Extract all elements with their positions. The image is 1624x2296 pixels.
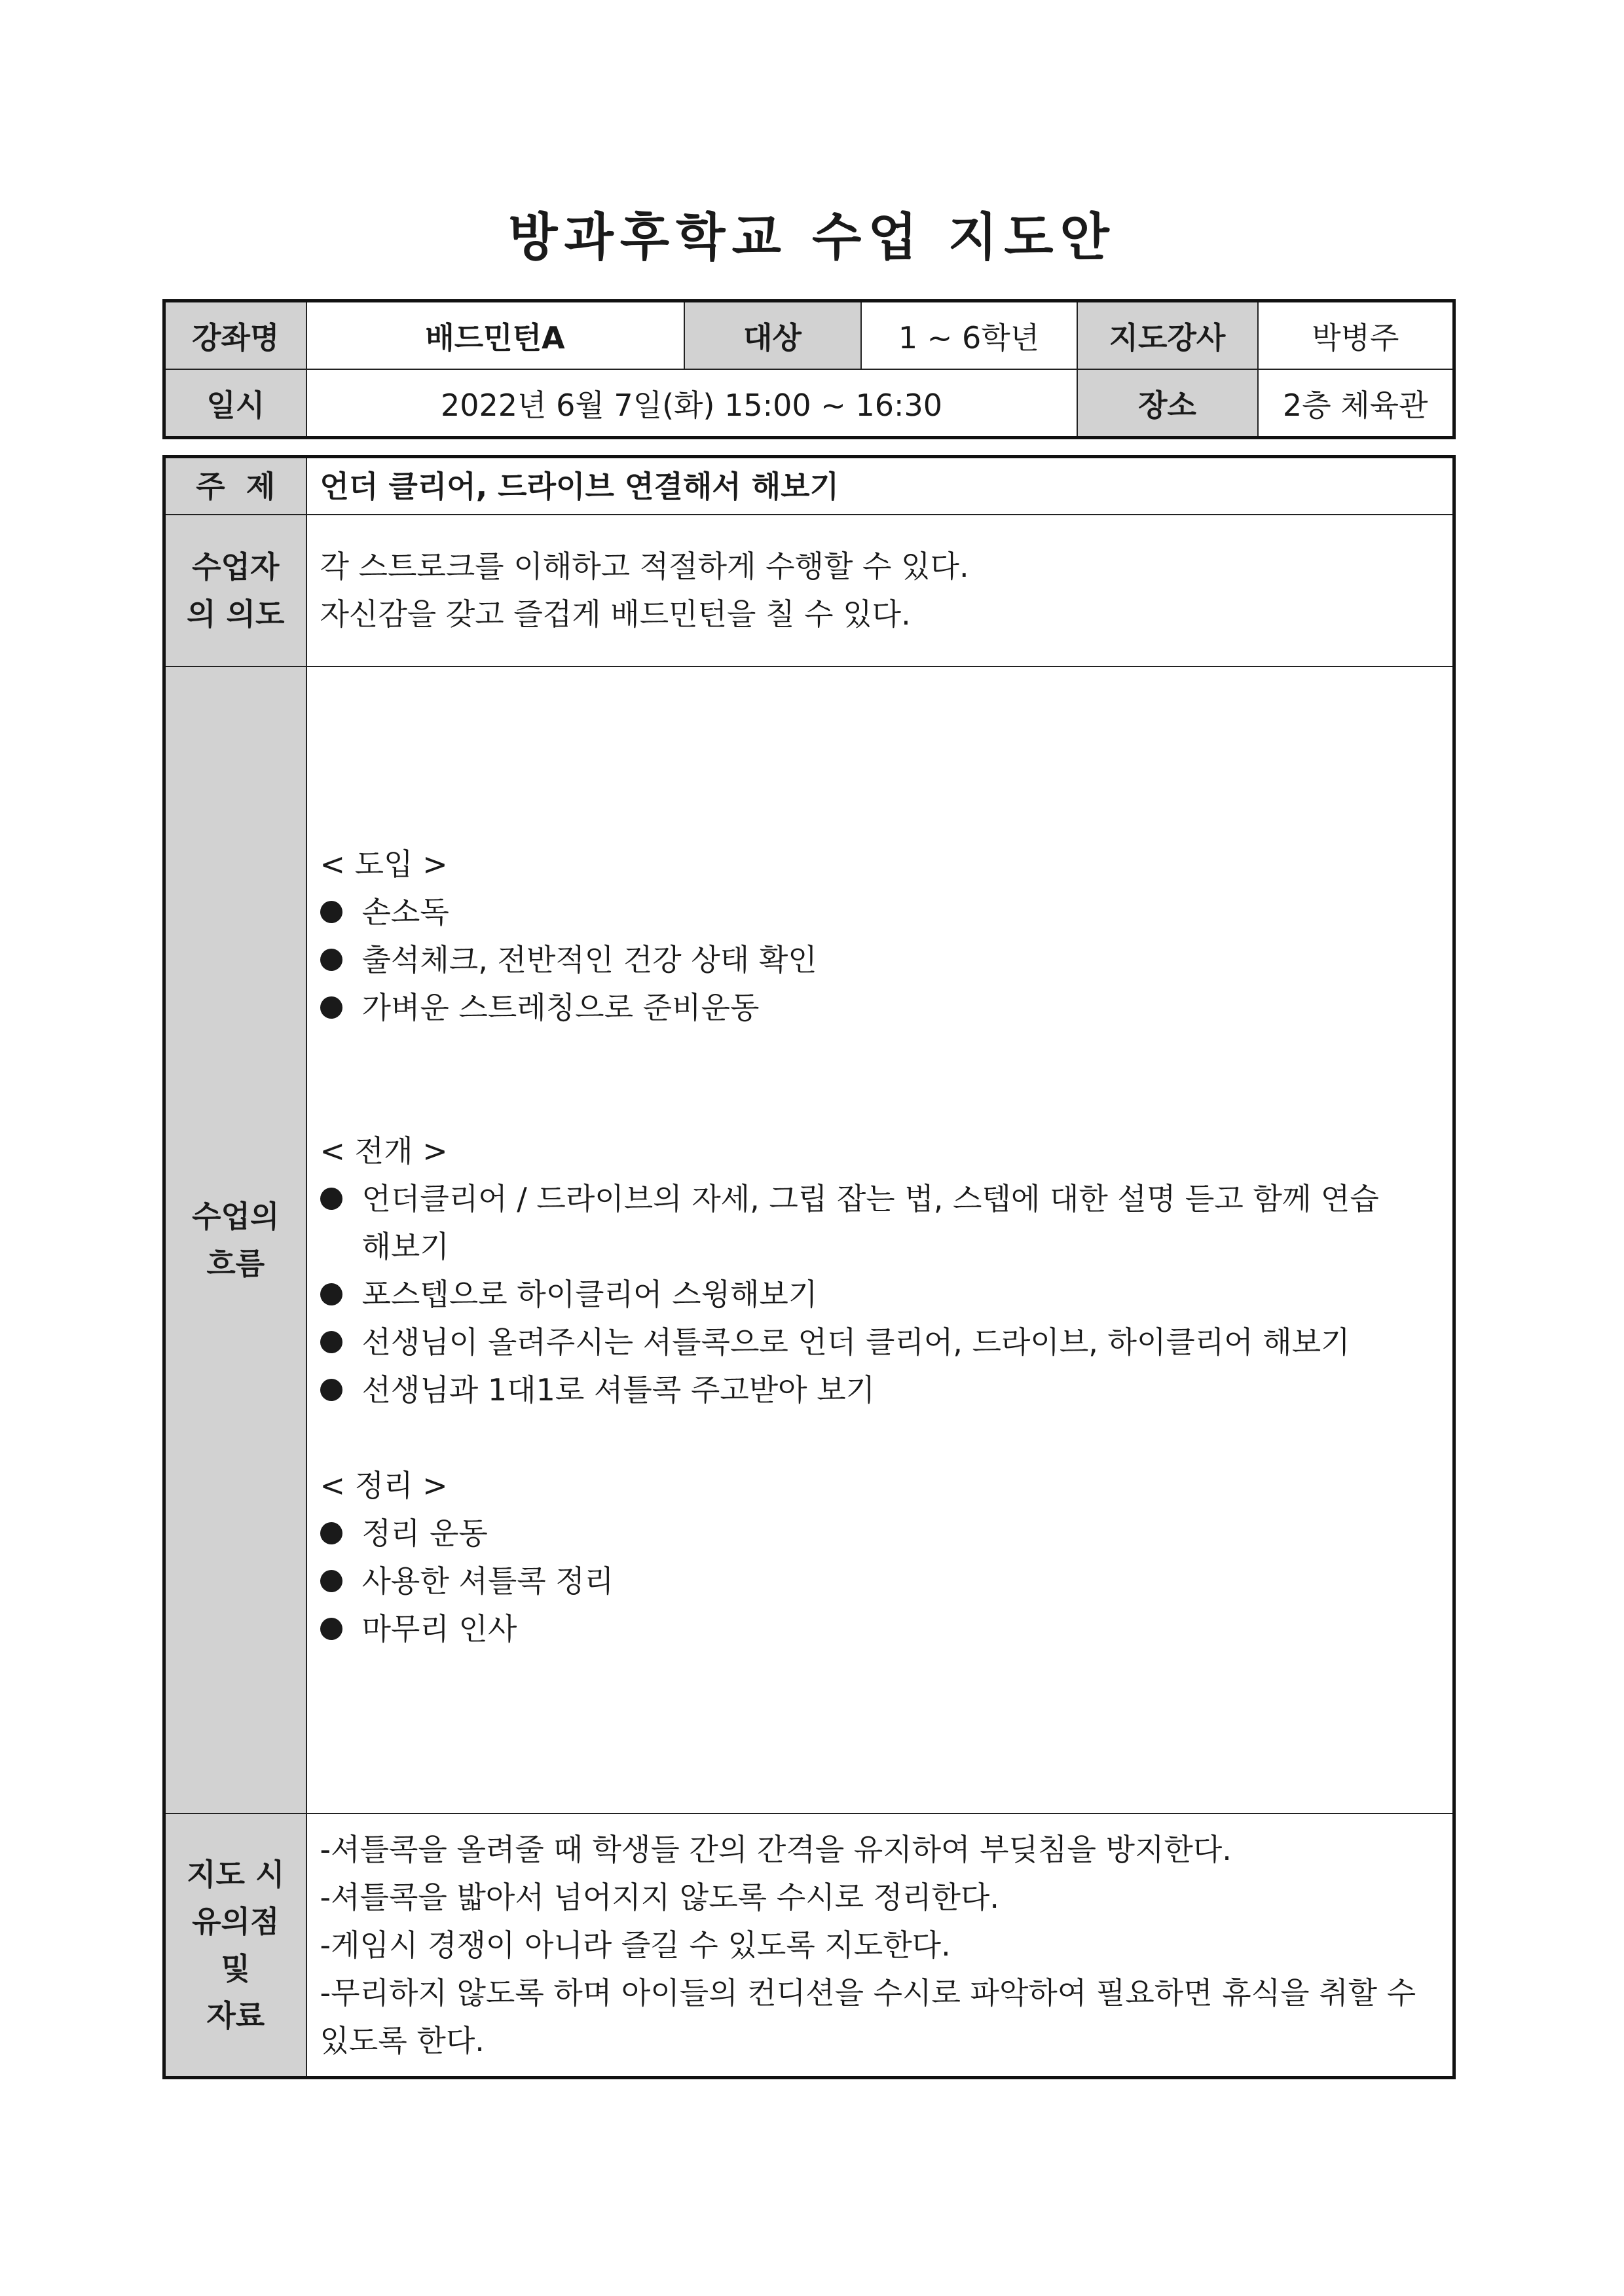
flow-label-line-1: 수업의	[192, 1199, 280, 1234]
bullet-icon	[320, 1570, 342, 1592]
course-value: 배드민턴A	[306, 301, 684, 370]
list-item-text: 출석체크, 전반적인 건강 상태 확인	[361, 942, 817, 977]
note-line: -셔틀콕을 올려줄 때 학생들 간의 간격을 유지하여 부딪침을 방지한다.	[320, 1831, 1232, 1867]
development-heading: < 전개 >	[320, 1133, 448, 1169]
list-item	[320, 984, 1440, 1032]
info-row-1	[164, 301, 1454, 370]
bullet-icon	[320, 1522, 342, 1544]
intent-label-line-1: 수업자	[192, 549, 280, 585]
notes-label-line-3: 및	[221, 1951, 250, 1986]
list-item	[320, 1366, 1440, 1414]
instructor-value: 박병주	[1258, 301, 1454, 370]
list-item	[320, 936, 1440, 984]
note-line: -게임시 경쟁이 아니라 즐길 수 있도록 지도한다.	[320, 1927, 951, 1963]
intent-line: 각 스트로크를 이해하고 적절하게 수행할 수 있다.	[320, 549, 969, 584]
course-label: 강좌명	[164, 301, 306, 370]
bullet-icon	[320, 901, 342, 923]
flow-label-line-2: 흐름	[206, 1246, 265, 1281]
flow-content	[306, 666, 1454, 1813]
target-value: 1 ~ 6학년	[861, 301, 1077, 370]
list-item	[320, 1175, 1440, 1271]
topic-label	[164, 457, 306, 515]
bullet-icon	[320, 1618, 342, 1640]
bullet-icon	[320, 1188, 342, 1210]
list-item-text: 정리 운동	[361, 1516, 488, 1551]
bullet-icon	[320, 996, 342, 1019]
list-item	[320, 1319, 1440, 1366]
intent-label-line-2: 의 의도	[187, 596, 285, 632]
list-item-text: 포스텝으로 하이클리어 스윙해보기	[361, 1277, 818, 1312]
lesson-plan-table	[162, 455, 1456, 2079]
datetime-label: 일시	[164, 369, 306, 438]
place-value: 2층 체육관	[1258, 369, 1454, 438]
bullet-icon	[320, 1283, 342, 1305]
note-line: -셔틀콕을 밟아서 넘어지지 않도록 수시로 정리한다.	[320, 1879, 999, 1915]
page-title: 방과후학교 수업 지도안	[508, 208, 1116, 267]
list-item-text: 사용한 셔틀콕 정리	[361, 1563, 614, 1599]
info-row-2	[164, 369, 1454, 438]
bullet-icon	[320, 1331, 342, 1353]
notes-label-line-2: 유의점	[192, 1904, 280, 1939]
info-table	[162, 299, 1456, 439]
notes-row	[164, 1813, 1454, 2078]
list-item	[320, 888, 1440, 936]
target-label: 대상	[684, 301, 861, 370]
wrapup-heading: < 정리 >	[320, 1468, 448, 1503]
instructor-label: 지도강사	[1077, 301, 1258, 370]
list-item	[320, 1558, 1440, 1605]
list-item	[320, 1605, 1440, 1653]
list-item-text: 선생님과 1대1로 셔틀콕 주고받아 보기	[361, 1372, 876, 1408]
flow-label	[164, 666, 306, 1813]
list-item	[320, 1271, 1440, 1319]
topic-row	[164, 457, 1454, 515]
notes-label	[164, 1813, 306, 2078]
bullet-icon	[320, 1379, 342, 1401]
notes-label-line-4: 자료	[206, 1998, 265, 2033]
bullet-icon	[320, 949, 342, 971]
list-item-text: 언더클리어 / 드라이브의 자세, 그립 잡는 법, 스텝에 대한 설명 듣고 함께 연습 해보기	[361, 1181, 1379, 1264]
notes-content	[306, 1813, 1454, 2078]
list-item	[320, 1510, 1440, 1558]
intent-line: 자신감을 갖고 즐겁게 배드민턴을 칠 수 있다.	[320, 596, 911, 632]
topic-label-text: 주 제	[196, 468, 276, 504]
notes-label-line-1: 지도 시	[187, 1857, 285, 1892]
intent-label	[164, 515, 306, 666]
place-label: 장소	[1077, 369, 1258, 438]
intent-row	[164, 515, 1454, 666]
list-item-text: 선생님이 올려주시는 셔틀콕으로 언더 클리어, 드라이브, 하이클리어 해보기	[361, 1324, 1350, 1360]
note-line: -무리하지 않도록 하며 아이들의 컨디션을 수시로 파악하여 필요하면 휴식을 취할 수 있도록 한다.	[320, 1975, 1416, 2058]
list-item-text: 마무리 인사	[361, 1611, 517, 1647]
intent-content	[306, 515, 1454, 666]
list-item-text: 손소독	[361, 894, 449, 930]
flow-row	[164, 666, 1454, 1813]
list-item-text: 가벼운 스트레칭으로 준비운동	[361, 990, 760, 1025]
intro-heading: < 도입 >	[320, 847, 448, 882]
datetime-value: 2022년 6월 7일(화) 15:00 ~ 16:30	[306, 369, 1077, 438]
topic-value: 언더 클리어, 드라이브 연결해서 해보기	[306, 457, 1454, 515]
